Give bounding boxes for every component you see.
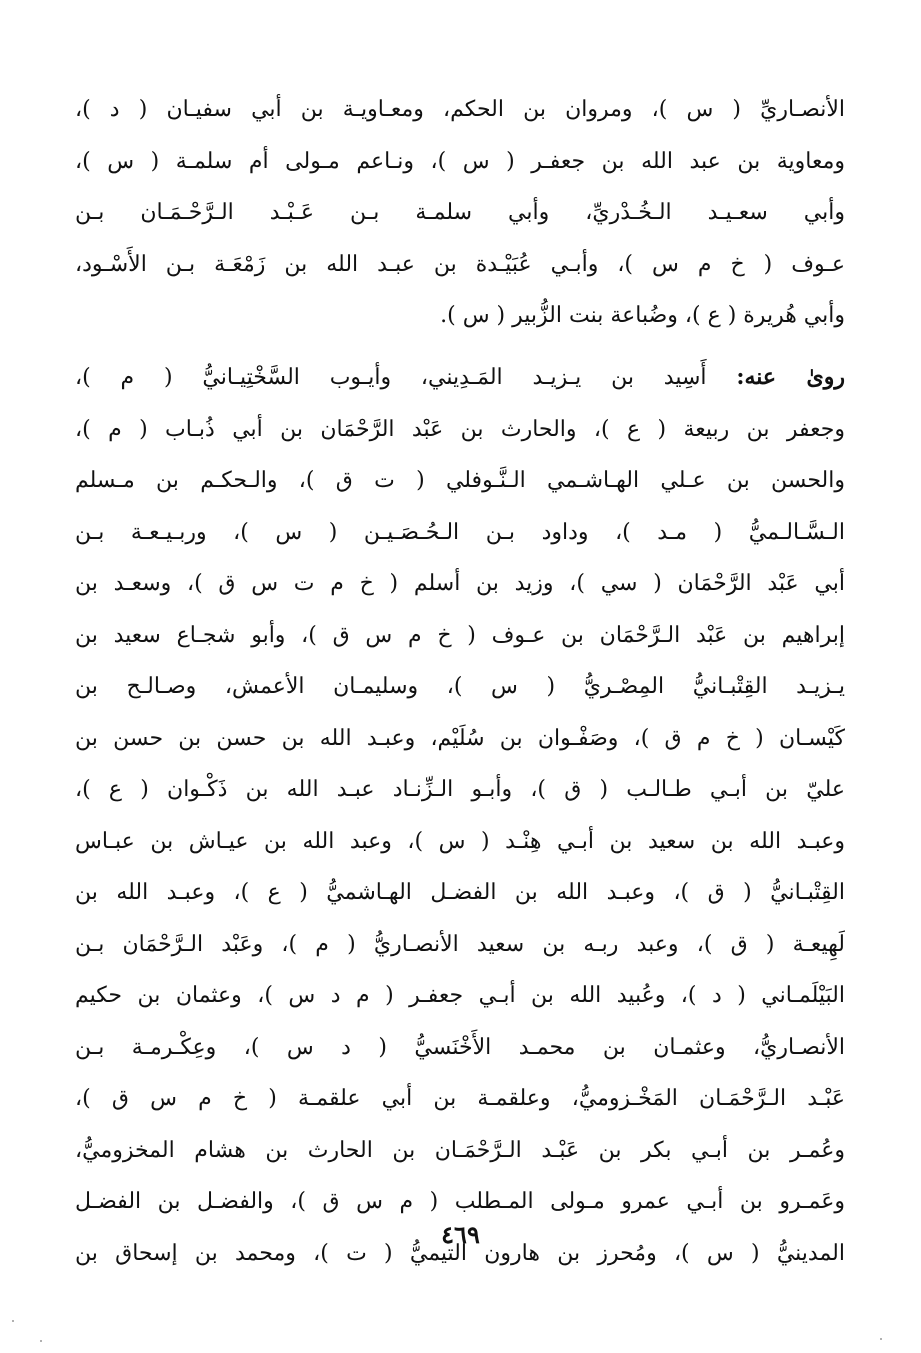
text-line: الأنصـاريُّ، وعثمـان بن محمـد الأَخْنَسيُّ ( د س )، وعِكْـرمـة بـن <box>75 1034 845 1060</box>
text-line: كَيْسـان ( خ م ق )، وصَفْـوان بن سُلَيْم، وعبـد الله بن حسن بن حسن بن <box>75 725 845 751</box>
text-line: المدينيُّ ( س )، ومُحرز بن هارون التيميُّ ( ت )، ومحمد بن إسحاق بن <box>75 1240 845 1266</box>
scan-speck <box>880 1338 882 1340</box>
text-line: أبي عَبْد الرَّحْمَان ( سي )، وزيد بن أسلم ( خ م ت س ق )، وسعـد بن <box>75 571 845 596</box>
text-line: عـوف ( خ م س )، وأبـي عُبَيْـدة بن عبـد الله بن زَمْعَـة بـن الأَسْـود، <box>75 251 845 277</box>
text-line: عَبْـد الـرَّحْمَـان المَخْـزوميُّ، وعلقمـة بن أبي علقمـة ( خ م س ق )، <box>75 1086 845 1111</box>
text-line: لَهِيعـة ( ق )، وعبد ربـه بن سعيد الأنصـاريُّ ( م )، وعَبْد الـرَّحْمَان بـن <box>75 931 845 957</box>
text-line: القِتْبـانيُّ ( ق )، وعبـد الله بن الفضـل الهـاشميُّ ( ع )، وعبـد الله بن <box>75 880 845 905</box>
text-line: البَيْلَمـاني ( د )، وعُبيد الله بن أبـي جعفـر ( م د س )، وعثمان بن حكيم <box>75 983 845 1008</box>
page-number: ٤٦٩ <box>441 1220 480 1249</box>
text-line: وعُمـر بن أبـي بكر بن عَبْـد الـرَّحْمَـان بن الحارث بن هشام المخزوميُّ، <box>75 1137 845 1163</box>
text-line: إبراهيم بن عَبْد الـرَّحْمَان بن عـوف ( خ م س ق )، وأبو شجـاع سعيد بن <box>75 622 845 648</box>
text-line: يـزيـد القِتْبـانيُّ المِصْـريُّ ( س )، وسليمـان الأعمش، وصـالـح بن <box>75 674 845 699</box>
text-line-first <box>75 352 845 404</box>
text-line: الأنصـاريِّ ( س )، ومروان بن الحكم، ومعـاويـة بن أبي سفيـان ( د )، <box>75 97 845 122</box>
section-label: روىٰ عنه: <box>736 364 845 390</box>
text-line: وجعفر بن ربيعة ( ع )، والحارث بن عَبْد الرَّحْمَان بن أبي ذُبـاب ( م )، <box>75 416 845 442</box>
text-line: ومعاوية بن عبد الله بن جعفـر ( س )، ونـاعم مـولى أم سلمـة ( س )، <box>75 148 845 174</box>
text-line: عليّ بن أبـي طـالـب ( ق )، وأبـو الـزِّنـاد عبـد الله بن ذَكْـوان ( ع )، <box>75 777 845 802</box>
text-line: وعَمـرو بن أبـي عمرو مـولى المـطلب ( م س ق )، والفضـل بن الفضـل <box>75 1189 845 1214</box>
text-line-first-content: أَسِيد بن يـزيـد المَـدِيني، وأيـوب السَّخْتِيـانيُّ ( م )، <box>75 365 737 390</box>
paragraph-narrators-from <box>75 84 845 342</box>
text-line: الـسَّـالـميُّ ( مـد )، وداود بـن الـحُـصَـيـن ( س )، وربـيـعـة بـن <box>75 519 845 545</box>
text-line: وعبـد الله بن سعيد بن أبـي هِنْـد ( س )، وعبد الله بن عيـاش بن عبـاس <box>75 828 845 854</box>
paragraph-narrated-by <box>75 352 845 1279</box>
scan-speck <box>40 1340 42 1342</box>
text-line: والحسن بن عـلي الهـاشـمي الـنَّـوفلي ( ت ق )، والـحكـم بن مـسلم <box>75 468 845 493</box>
text-line: وأبي سعـيـد الـخُـدْريِّ، وأبي سلمـة بـن عَـبْـد الـرَّحْـمَـان بـن <box>75 200 845 225</box>
text-line: وأبي هُريرة ( ع )، وضُباعة بنت الزُّبير ( س ). <box>440 303 845 328</box>
scan-speck <box>12 1320 14 1322</box>
